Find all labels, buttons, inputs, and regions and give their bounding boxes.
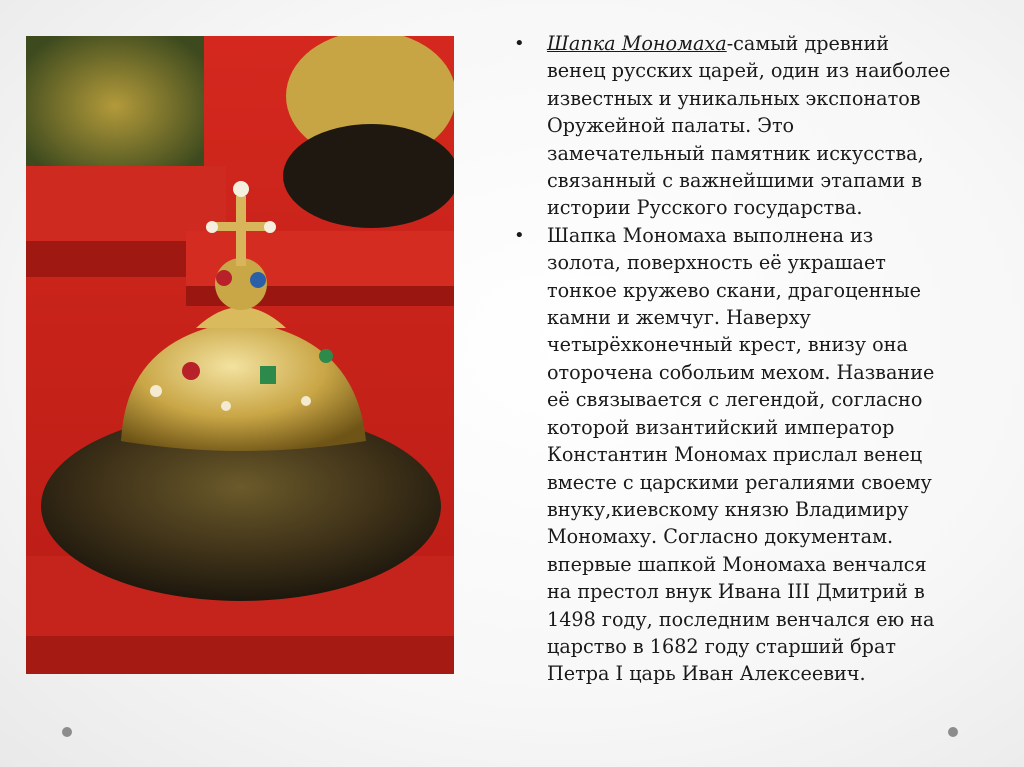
slide-nav-dot-left[interactable] [62, 727, 72, 737]
bullet-symbol: • [514, 33, 525, 54]
bullet-symbol: • [514, 224, 525, 246]
bullet-item-1 [512, 30, 952, 222]
bullet-item-2 [512, 222, 952, 688]
monomakh-cap-photo [26, 36, 454, 674]
background-crown-left [26, 36, 204, 176]
slide-nav-dot-right[interactable] [948, 727, 958, 737]
bullet-text: Шапка Мономаха выполнена из золота, поверхность её украшает тонкое кружево скани, драгоценные камни и жемчуг. Наверху четырёхконечный крест, внизу она оторочена собольим мехом. Название её связывается с легендой, согласно которой византийский император Константин Мономах прислал венец вместе с царскими регалиями своему внуку,киевскому князю Владимиру Мономаху. Согласно документам. впервые шапкой Мономаха венчался на престол внук Ивана III Дмитрий в 1498 году, последним венчался ею на царство в 1682 году старший брат Петра I царь Иван Алексеевич. [547, 223, 935, 686]
bullet-text: -самый древний венец русских царей, один из наиболее известных и уникальных экспонатов Оружейной палаты. Это замечательный памятник искусства, связанный с важнейшими этапами в истории Русского государства. [547, 32, 951, 220]
highlighted-term: Шапка Мономаха [547, 32, 727, 55]
text-content [512, 30, 952, 688]
